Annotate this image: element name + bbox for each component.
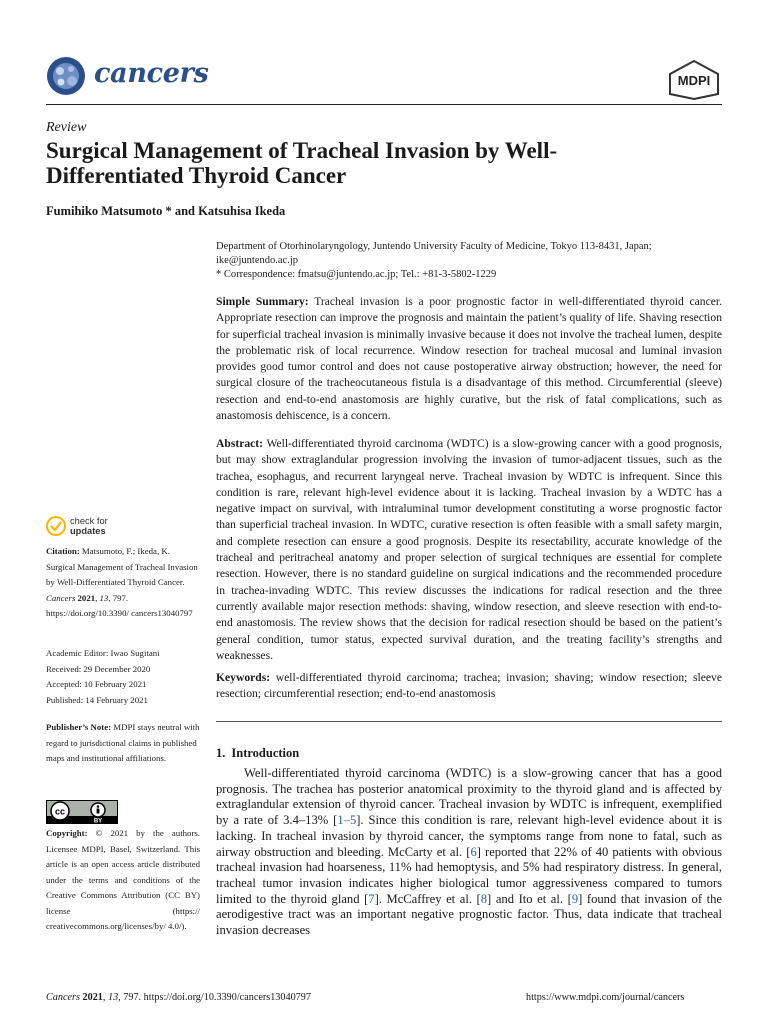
accepted-date: Accepted: 10 February 2021: [46, 679, 147, 689]
intro-text-2: ]. Since this condition is rare, relevant high-level evidence about it is lacking. In tracheal invasion by thyroid cancer, the symptoms range from none to fatal, such as airway obstruction and bleeding. McCarty et al. [: [216, 813, 723, 859]
article-title: Surgical Management of Tracheal Invasion by Well-Differentiated Thyroid Cancer: [46, 138, 558, 188]
footer-volume: 13: [107, 992, 119, 1003]
abstract: [216, 436, 722, 664]
introduction-paragraph: [216, 766, 722, 939]
received-date: Received: 29 December 2020: [46, 663, 151, 674]
footer-year: 2021: [82, 992, 103, 1003]
keywords: [216, 670, 722, 703]
intro-text-4: ]. McCaffrey et al. [: [374, 891, 481, 906]
publisher-note: [46, 720, 200, 767]
mdpi-logo-icon: [666, 60, 722, 100]
journal-name: cancers: [94, 58, 209, 89]
copyright-text: © 2021 by the authors. Licensee MDPI, Basel, Switzerland. This article is an open access article distributed under the terms and conditions of the Creative Commons Attribution (CC BY) license (https:// creativecommons.org/licenses/by/ 4.0/).: [46, 828, 200, 931]
cc-by-label: BY: [93, 818, 103, 824]
footer-doi[interactable]: , 797. https://doi.org/10.3390/cancers13040797: [118, 992, 311, 1003]
simple-summary-label: Simple Summary:: [216, 295, 309, 308]
abstract-label: Abstract:: [216, 437, 264, 450]
reference-link[interactable]: 6: [470, 844, 477, 859]
check-for-updates[interactable]: [70, 516, 108, 536]
published-date: Published: 14 February 2021: [46, 694, 148, 705]
intro-text-6: ] found that invasion of the aerodigestive tract was an important negative prognostic factor. Thus, data indicate that tracheal invasion decreases: [216, 891, 722, 938]
affiliation: Department of Otorhinolaryngology, Juntendo University Faculty of Medicine, Tokyo 113-8431, Japan; ike@juntendo.ac.jp: [216, 241, 652, 266]
footer-citation: Cancers 2021, 13, 797. https://doi.org/10.3390/cancers13040797: [46, 992, 311, 1003]
keywords-text: well-differentiated thyroid carcinoma; trachea; invasion; shaving; window resection; sleeve resection; circumferential resection; end-to-end anastomosis: [216, 671, 722, 701]
reference-link[interactable]: 8: [480, 891, 488, 906]
reference-link[interactable]: 9: [571, 891, 579, 906]
publisher-note-label: Publisher’s Note:: [46, 722, 112, 732]
intro-text-3: ] reported that 22% of 40 patients with obvious tracheal invasion had hoarseness, 11% had hemoptysis, and 5% had respiratory distress. In general, tracheal tumor invasion indicates higher biological tumor aggressiveness compared to tumors limited to the thyroid gland [: [216, 844, 723, 906]
citation-block: Citation: Matsumoto, F.; Ikeda, K. Surgical Management of Tracheal Invasion by Well-Differentiated Thyroid Cancer. Cancers 2021, 13, 797. https://doi.org/10.3390/ cancers13040797: [46, 546, 198, 618]
citation-journal: Cancers: [46, 592, 76, 603]
keywords-label: Keywords:: [216, 671, 271, 684]
journal-logo-icon: [46, 56, 86, 96]
footer-journal: Cancers: [46, 992, 80, 1003]
author-list: Fumihiko Matsumoto * and Katsuhisa Ikeda: [46, 204, 286, 218]
citation-text: Matsumoto, F.; Ikeda, K. Surgical Management of Tracheal Invasion by Well-Differentiated Thyroid Cancer.: [46, 546, 198, 587]
simple-summary-text: Tracheal invasion is a poor prognostic factor in well-differentiated thyroid cancer. Appropriate resection can improve the prognosis and maintain the patient’s quality of life. Shaving resection for superficial tracheal invasion is minimally invasive because it does not involve the tracheal lumen, despite the problematic risk of local recurrence. Window resection for tracheal mucosal and luminal invasion provides good tumor control and does not cause postoperative airway obstruction; however, the need for surgical closure of the tracheocutaneous fistula is a disadvantage of this method. Circumferential (sleeve) resection and end-to-end anastomosis are highly curative, but the risk of fatal complications, such as anastomosis dehiscence, is a concern.: [216, 295, 722, 423]
intro-text-5: ] and Ito et al. [: [487, 891, 572, 906]
section-divider: [216, 721, 722, 722]
header-divider: [46, 104, 722, 105]
publisher-label: MDPI: [677, 73, 711, 88]
copyright-block: [46, 826, 200, 935]
footer-journal-url[interactable]: https://www.mdpi.com/journal/cancers: [526, 992, 685, 1003]
intro-text-1: Well-differentiated thyroid carcinoma (WDTC) is a slow-growing cancer that has a good prognosis. The trachea has posterior anatomical proximity to the thyroid gland and is affected by extraglandular extension of thyroid cancer. Tracheal invasion by WDTC is infrequent, exemplified by a rate of 3.4–13% [: [216, 766, 722, 828]
citation-volume: 13: [99, 592, 109, 603]
section-title: Introduction: [231, 746, 300, 760]
simple-summary: [216, 294, 722, 424]
editorial-dates: [46, 646, 200, 708]
check-updates-line1: check for: [70, 516, 108, 526]
reference-link[interactable]: 1–5: [337, 813, 357, 828]
citation-doi-link[interactable]: https://doi.org/10.3390/ cancers13040797: [46, 608, 193, 618]
citation-label: Citation:: [46, 546, 80, 556]
abstract-text: Well-differentiated thyroid carcinoma (WDTC) is a slow-growing cancer with a good prognosis, but may show extraglandular progression involving the invasion of tumor-adjacent tissues, such as the trachea, esophagus, and recurrent laryngeal nerve. Tracheal invasion by WDTC is infrequent. Since this condition is rare, relevant high-level evidence about it is lacking. Tracheal invasion by a WDTC has a negative impact on survival, with intraluminal tumor development constituting a worse prognostic factor than superficial tracheal invasion. In WDTC, curative resection is often feasible with a small safety margin, and complete resection can ensure a good prognosis. Despite its resectability, accurate knowledge of the tracheal and peritracheal anatomy and proper selection of surgical techniques are essential for complete resection. However, there is no standard guideline on surgical indications and the recommended procedure in trachea-invading WDTC. This review discusses the indications for radical resection and the three currently available major resection methods: shaving, window resection, and sleeve resection with end-to-end anastomosis. The review shows that the decision for radical resection should be based on the patient’s general condition, tumor status, expected survival duration, and the treating facility’s strengths and weaknesses.: [216, 437, 722, 662]
cc-by-license-icon[interactable]: [46, 800, 118, 824]
section-heading: [216, 746, 299, 761]
academic-editor: Academic Editor: Iwao Sugitani: [46, 648, 160, 658]
section-number: 1.: [216, 746, 226, 760]
affiliation-block: [216, 240, 726, 282]
svg-text:cc: cc: [54, 806, 66, 817]
citation-pages: 797.: [112, 592, 129, 603]
check-for-updates-icon[interactable]: [46, 516, 66, 536]
correspondence: * Correspondence: fmatsu@juntendo.ac.jp; Tel.: +81-3-5802-1229: [216, 269, 497, 280]
check-updates-line2: updates: [70, 526, 106, 536]
article-type: Review: [46, 120, 87, 135]
publisher-note-text: MDPI stays neutral with regard to jurisdictional claims in published maps and institutional affiliations.: [46, 722, 200, 763]
copyright-label: Copyright:: [46, 828, 88, 838]
citation-year: 2021: [77, 592, 96, 603]
reference-link[interactable]: 7: [368, 891, 375, 906]
